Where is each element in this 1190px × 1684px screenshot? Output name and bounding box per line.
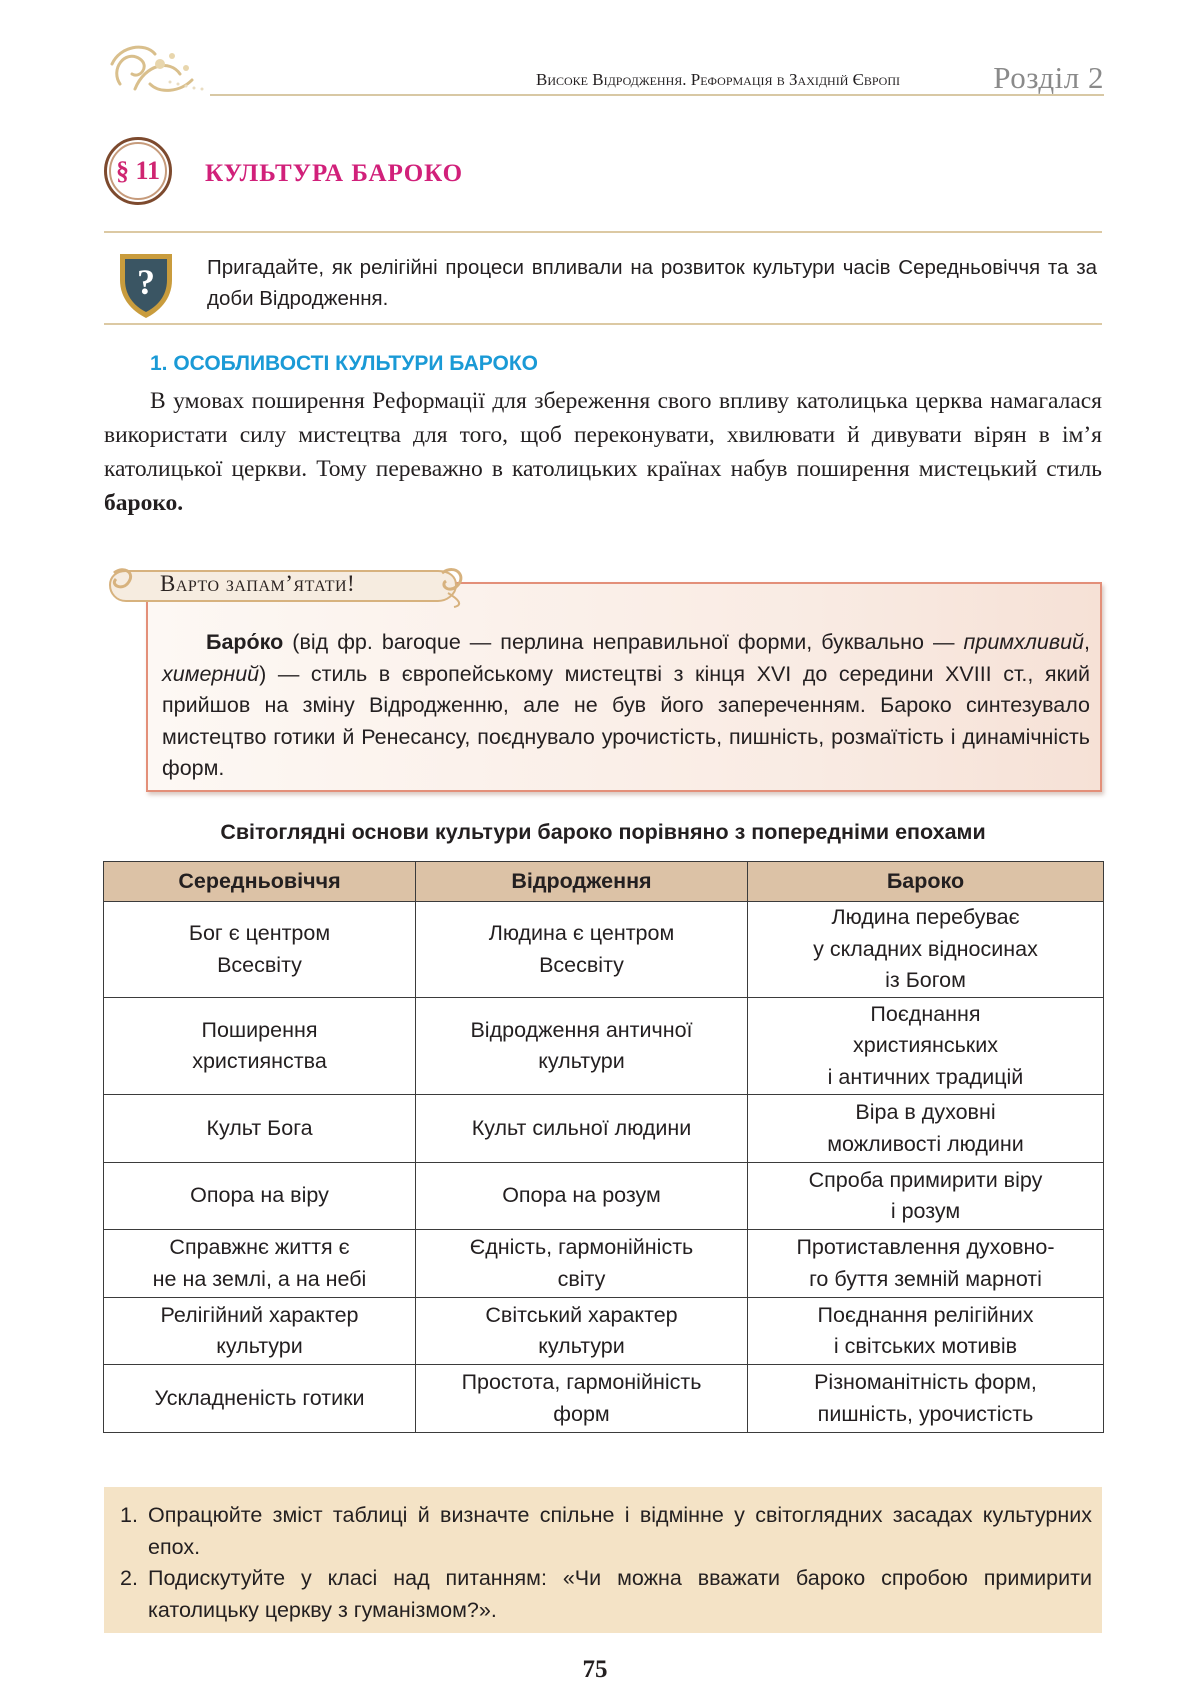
chapter-label: Розділ 2 [993,60,1104,95]
table-header-row [104,862,1104,902]
section-number-badge [104,137,172,205]
task-item [112,1563,1092,1626]
task-text: Опрацюйте зміст таблиці й визначте спільне і відмінне у світоглядних засадах культурних епох. [148,1503,1092,1559]
task-item [112,1500,1092,1563]
table-row [104,1365,1104,1433]
task-text: Подискутуйте у класі над питанням: «Чи можна вважати бароко спробою примирити католицьку церкву з гуманізмом?». [148,1566,1092,1622]
table-cell: Людина перебуває у складних відносинах із Богом [748,902,1104,998]
table-cell: Поєднання релігійних і світських мотивів [748,1298,1104,1365]
comparison-table [103,861,1104,1433]
column-header: Відродження [416,862,748,902]
definition-text-3: ) — стиль в європейському мистецтві з кінця XVI до середини XVIII ст., який прийшов на зміну Відродженню, але не був його запереченням. Бароко синтезувало мистецтво готики й Ренесансу, поєднувало урочистість, пишність, розмаїтість і динамічність форм. [162,661,1090,780]
page-number: 75 [582,1656,608,1683]
table-cell: Різноманітність форм, пишність, урочистість [748,1365,1104,1433]
table-cell: Опора на розум [416,1163,748,1230]
table-row [104,902,1104,998]
definition-text-1: (від фр. baroque — перлина неправильної форми, буквально — [283,630,964,654]
baroque-definition [162,627,1090,785]
intro-text: В умовах поширення Реформації для збереження свого впливу католицька церква намагалася використати силу мистецтва для того, щоб переконувати, хвилювати й дивувати вірян в ім’я католицької церкви. Тому переважно в католицьких країнах набув поширення мистецький стиль [104,388,1102,482]
floral-ornament-icon [100,34,210,104]
section-title: КУЛЬТУРА БАРОКО [205,160,464,187]
intro-bold-term: бароко. [104,490,184,516]
recall-question: Пригадайте, як релігійні процеси впливали на розвиток культури часів Середньовіччя та за доби Відродження. [207,256,1097,310]
section-number: § 11 [109,142,167,200]
column-header: Середньовіччя [104,862,416,902]
table-row [104,1163,1104,1230]
task-number: 2. [120,1566,138,1590]
remember-banner-label: Варто запам’ятати! [160,571,356,596]
table-cell: Бог є центром Всесвіту [104,902,416,998]
table-row [104,1230,1104,1298]
table-cell: Поширення християнства [104,998,416,1095]
table-row [104,1298,1104,1365]
tasks-list [112,1500,1092,1626]
table-cell: Справжнє життя є не на землі, а на небі [104,1230,416,1298]
table-cell: Ускладненість готики [104,1365,416,1433]
topic-heading: 1. ОСОБЛИВОСТІ КУЛЬТУРИ БАРОКО [150,352,538,375]
table-cell: Культ Бога [104,1095,416,1163]
table-cell: Поєднання християнських і античних традицій [748,998,1104,1095]
definition-italic-1: примхливий [963,630,1085,654]
table-cell: Світський характер культури [416,1298,748,1365]
table-cell: Простота, гармонійність форм [416,1365,748,1433]
column-header: Бароко [748,862,1104,902]
table-cell: Віра в духовні можливості людини [748,1095,1104,1163]
table-cell: Людина є центром Всесвіту [416,902,748,998]
table-row [104,1095,1104,1163]
table-cell: Відродження античної культури [416,998,748,1095]
table-cell: Протиставлення духовно- го буття земній марноті [748,1230,1104,1298]
svg-text:?: ? [137,262,155,302]
table-cell: Релігійний характер культури [104,1298,416,1365]
running-head: Високе Відродження. Реформація в Західній Європі [535,70,900,89]
intro-paragraph [104,384,1102,520]
table-title: Світоглядні основи культури бароко порівняно з попередніми епохами [220,820,986,844]
table-cell: Опора на віру [104,1163,416,1230]
table-cell: Єдність, гармонійність світу [416,1230,748,1298]
recall-top-rule [104,231,1102,233]
task-number: 1. [120,1503,138,1527]
definition-term: Баро́ко [206,630,284,654]
table-row [104,998,1104,1095]
definition-text-2: , [1084,630,1090,654]
table-cell: Спроба примирити віру і розум [748,1163,1104,1230]
header-rule [210,94,1104,96]
recall-bottom-rule [104,323,1102,325]
question-shield-icon [114,248,178,320]
definition-italic-2: химерний [162,661,260,686]
table-cell: Культ сильної людини [416,1095,748,1163]
